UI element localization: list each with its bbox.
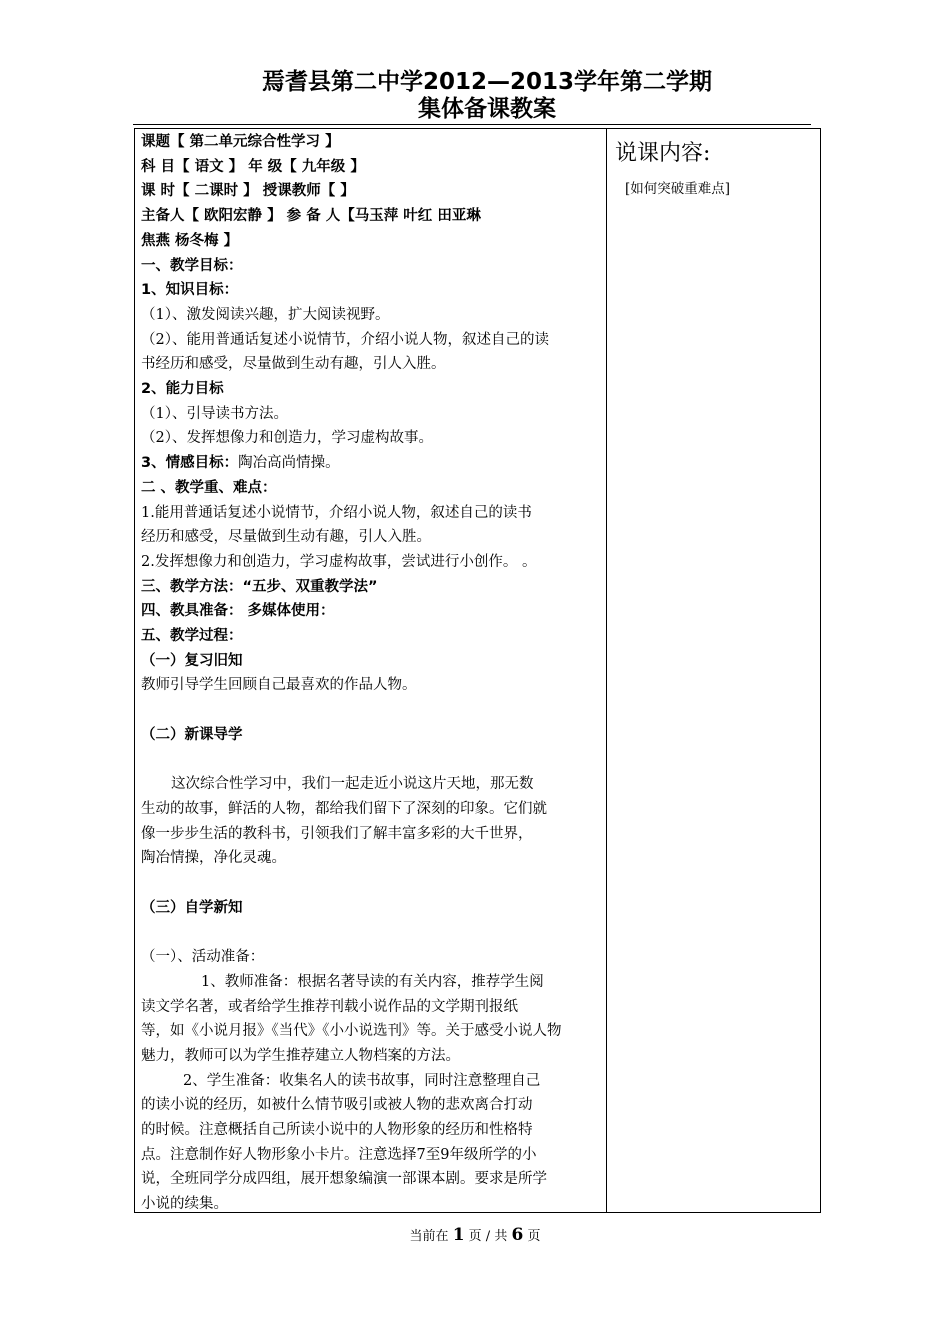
column-divider <box>606 129 607 1212</box>
footer-prefix: 当前在 <box>409 1229 449 1244</box>
content-line: 书经历和感受，尽量做到生动有趣，引人入胜。 <box>141 356 446 373</box>
blank-line <box>141 871 603 896</box>
document-title: 焉耆县第二中学2012—2013学年第二学期 <box>261 69 713 95</box>
content-line: （1）、激发阅读兴趣，扩大阅读视野。 <box>141 306 390 323</box>
total-pages: 6 <box>511 1225 524 1245</box>
content-line: 生动的故事，鲜活的人物，都给我们留下了深刻的印象。它们就 <box>141 800 547 817</box>
subject-line: 科 目【 语文 】 年 级【 九年级 】 <box>141 158 365 175</box>
period-line: 课 时【 二课时 】 授课教师【 】 <box>141 183 355 200</box>
blank-line <box>141 920 603 945</box>
content-line: 2、能力目标 <box>141 381 224 398</box>
content-value: 陶冶高尚情操。 <box>238 455 340 472</box>
content-line: 2.发挥想像力和创造力，学习虚构故事，尝试进行小创作。 。 <box>141 553 537 570</box>
content-line: 的时候。注意概括自己所读小说中的人物形象的经历和性格特 <box>141 1122 533 1139</box>
content-line: 四、教具准备： 多媒体使用： <box>141 603 335 620</box>
content-line: 像一步步生活的教科书，引领我们了解丰富多彩的大千世界， <box>141 825 533 842</box>
side-notes <box>615 137 815 197</box>
content-line: 这次综合性学习中，我们一起走近小说这片天地，那无数 <box>171 776 534 793</box>
content-line: 1、教师准备：根据名著导读的有关内容，推荐学生阅 <box>201 973 544 990</box>
lesson-content <box>141 130 603 1217</box>
header-rule <box>133 124 811 125</box>
content-line: 说，全班同学分成四组，展开想象编演一部课本剧。要求是所学 <box>141 1171 547 1188</box>
footer-middle: 页 / 共 <box>468 1229 508 1244</box>
content-line: （1）、引导读书方法。 <box>141 405 288 422</box>
content-line: 读文学名著，或者给学生推荐刊载小说作品的文学期刊报纸 <box>141 998 518 1015</box>
content-line: 魅力，教师可以为学生推荐建立人物档案的方法。 <box>141 1047 460 1064</box>
content-line: 等，如《小说月报》《当代》《小小说选刊》等。关于感受小说人物 <box>141 1023 562 1040</box>
content-line: 五、教学过程： <box>141 628 243 645</box>
content-line: （一）、活动准备： <box>141 949 265 966</box>
content-line: 1.能用普通话复述小说情节，介绍小说人物，叙述自己的读书 <box>141 504 532 521</box>
content-line: 教师引导学生回顾自己最喜欢的作品人物。 <box>141 677 417 694</box>
content-line: （2）、能用普通话复述小说情节，介绍小说人物，叙述自己的读 <box>141 331 549 348</box>
topic-line: 课题【 第二单元综合性学习 】 <box>141 134 340 150</box>
content-line: 的读小说的经历，如被什么情节吸引或被人物的悲欢离合打动 <box>141 1097 533 1114</box>
content-lines <box>141 254 603 1217</box>
side-heading: 说课内容: <box>615 141 711 166</box>
content-line: （三）自学新知 <box>141 899 243 916</box>
preparer-line: 主备人【 欧阳宏静 】 参 备 人【马玉萍 叶红 田亚琳 <box>141 208 481 225</box>
content-line: 陶冶情操，净化灵魂。 <box>141 850 286 867</box>
content-line: 三、教学方法：“五步、双重教学法” <box>141 578 378 595</box>
content-line: 经历和感受，尽量做到生动有趣，引人入胜。 <box>141 529 431 546</box>
current-page: 1 <box>452 1225 465 1245</box>
document-subtitle: 集体备课教案 <box>418 96 556 122</box>
content-line: 一、教学目标： <box>141 257 243 274</box>
content-line: （2）、发挥想像力和创造力，学习虚构故事。 <box>141 430 433 447</box>
preparer-line-cont: 焦燕 杨冬梅 】 <box>141 232 239 249</box>
page-footer <box>0 1225 950 1245</box>
content-line: 2、学生准备：收集名人的读书故事，同时注意整理自己 <box>183 1072 541 1089</box>
lesson-plan-table <box>134 128 821 1213</box>
footer-suffix: 页 <box>527 1229 541 1244</box>
content-line: 二 、教学重、难点： <box>141 479 277 496</box>
content-label: 3、情感目标： <box>141 455 239 472</box>
content-line <box>141 451 603 476</box>
content-line: 1、知识目标： <box>141 282 239 299</box>
blank-line <box>141 698 603 723</box>
content-line: （一）复习旧知 <box>141 652 243 669</box>
side-subheading: [如何突破重难点] <box>625 181 731 197</box>
blank-line <box>141 748 603 773</box>
content-line: （二）新课导学 <box>141 726 243 743</box>
content-line: 点。注意制作好人物形象小卡片。注意选择7至9年级所学的小 <box>141 1146 537 1163</box>
content-line: 小说的续集。 <box>141 1196 228 1213</box>
